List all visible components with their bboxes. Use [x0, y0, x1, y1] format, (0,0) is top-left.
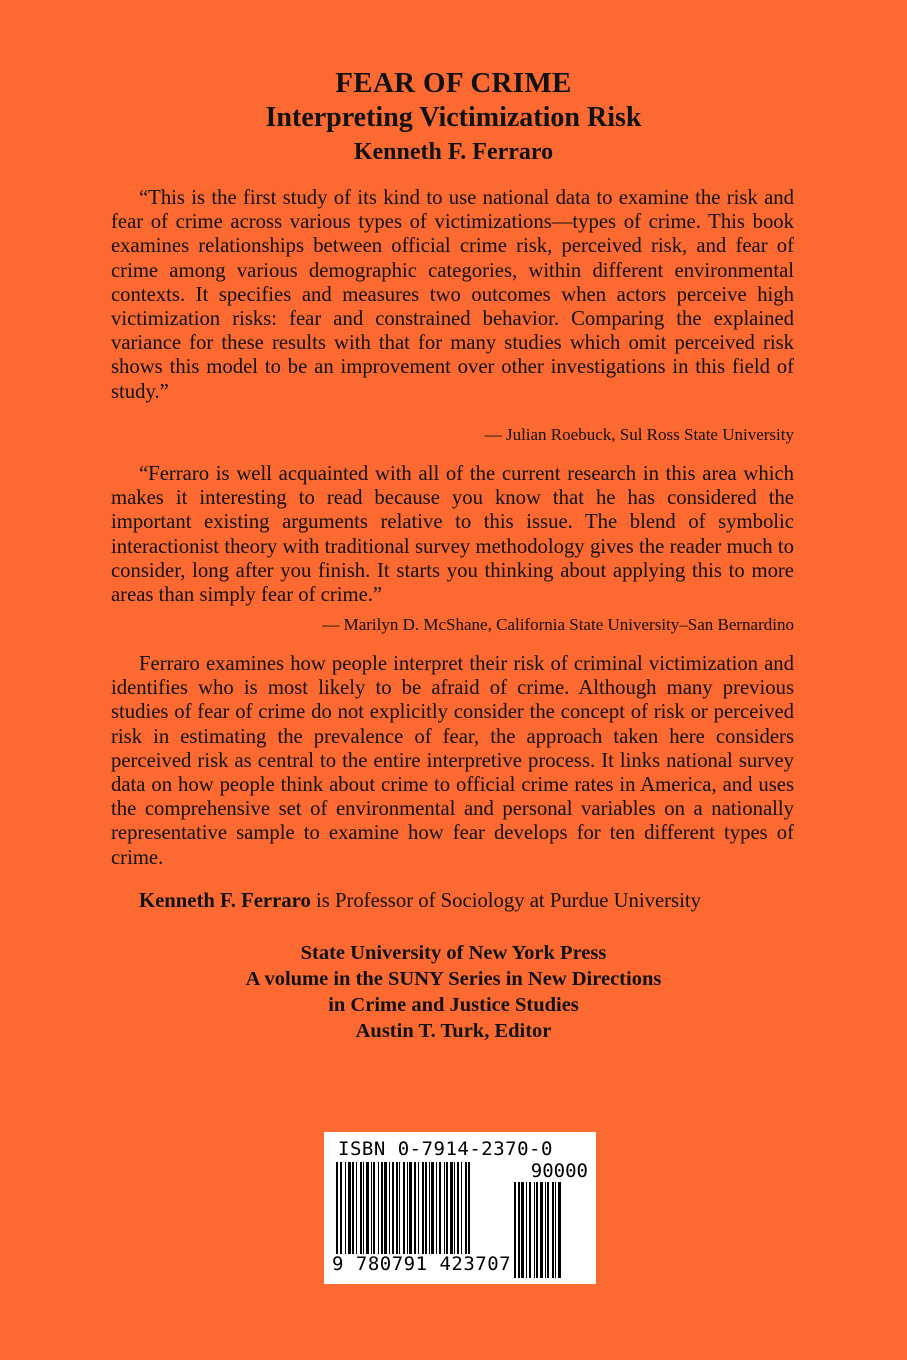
author-bio: [139, 888, 701, 914]
barcode-bar: [425, 1162, 427, 1254]
addon-barcode-bars: [514, 1182, 588, 1278]
book-author: Kenneth F. Ferraro: [353, 139, 554, 165]
review-attribution-2: — Marilyn D. McShane, California State University–San Bernardino: [322, 615, 794, 634]
publisher-line-4: Austin T. Turk, Editor: [355, 1020, 552, 1042]
barcode-bar: [431, 1162, 434, 1254]
barcode-bar: [444, 1162, 445, 1254]
barcode-bar: [392, 1162, 394, 1254]
barcode-bar: [518, 1182, 520, 1278]
barcode-bar: [371, 1162, 372, 1254]
barcode-bar: [526, 1182, 527, 1278]
title-block: [0, 66, 907, 168]
barcode-bar: [378, 1162, 379, 1254]
barcode-bar: [345, 1162, 346, 1254]
publisher-line-2: A volume in the SUNY Series in New Directions: [245, 968, 662, 990]
barcode-bar: [366, 1162, 369, 1254]
barcode-bar: [414, 1162, 416, 1254]
barcode-bar: [409, 1162, 412, 1254]
author-bio-text: is Professor of Sociology at Purdue University: [310, 890, 701, 912]
barcode-bar: [399, 1162, 400, 1254]
publisher-block: [0, 940, 907, 1044]
book-subtitle: Interpreting Victimization Risk: [265, 102, 642, 133]
barcode-bar: [336, 1162, 338, 1254]
barcode-bar: [457, 1162, 459, 1254]
barcode-bar: [529, 1182, 531, 1278]
barcode-bar: [454, 1162, 455, 1254]
barcode-bar: [547, 1182, 549, 1278]
author-bio-name: Kenneth F. Ferraro: [139, 890, 311, 912]
barcode-bar: [389, 1162, 390, 1254]
publisher-line-3: in Crime and Justice Studies: [328, 994, 579, 1016]
barcode-bar: [429, 1162, 430, 1254]
review-quote-1: “This is the first study of its kind to use national data to examine the risk and fear of crime across various types of victimizations—types of crime. This book examines relationships between official crime risk, perceived risk, and fear of crime among various demographic categories, within different environmental contexts. It specifies and measures two outcomes when actors perceive high victimization risks: fear and constrained behavior. Comparing the explained variance for these results with that for many studies which omit perceived risk shows this model to be an improvement over other investigations in this field of study.”: [111, 187, 794, 403]
barcode-bar: [446, 1162, 448, 1254]
barcode-bar: [461, 1162, 462, 1254]
barcode-bar: [555, 1182, 556, 1278]
barcode-bar: [418, 1162, 419, 1254]
isbn-label: ISBN 0-7914-2370-0: [338, 1138, 553, 1160]
barcode-bar: [340, 1162, 342, 1254]
ean-number: 9 780791 423707: [332, 1253, 512, 1275]
barcode-box: [324, 1132, 596, 1284]
ean-barcode-bars: [336, 1162, 506, 1254]
barcode-bar: [465, 1162, 467, 1254]
barcode-bar: [558, 1182, 561, 1278]
barcode-bar: [363, 1162, 364, 1254]
barcode-bar: [352, 1162, 354, 1254]
price-code: 90000: [530, 1160, 588, 1182]
barcode-bar: [348, 1162, 351, 1254]
book-title: FEAR OF CRIME: [335, 67, 572, 99]
barcode-bar: [534, 1182, 535, 1278]
review-quote-2: “Ferraro is well acquainted with all of the current research in this area which makes it interesting to read because you know that he has considered the important existing arguments relative to this issue. The blend of symbolic interactionist theory with traditional survey methodology gives the reader much to consider, long after you finish. It starts you thinking about applying this to more areas than simply fear of crime.”: [111, 463, 794, 607]
book-description: Ferraro examines how people interpret their risk of criminal victimization and identifies who is most likely to be afraid of crime. Although many previous studies of fear of crime do not explicitly consider the concept of risk or perceived risk in estimating the prevalence of fear, the approach taken here considers perceived risk as central to the entire interpretive process. It links national survey data on how people think about crime to official crime rates in America, and uses the comprehensive set of environmental and personal variables on a nationally representative sample to examine how fear develops for ten different types of crime.: [111, 653, 794, 869]
barcode-bar: [536, 1182, 538, 1278]
barcode-bar: [381, 1162, 383, 1254]
barcode-bar: [373, 1162, 375, 1254]
barcode-bar: [450, 1162, 453, 1254]
barcode-bar: [356, 1162, 357, 1254]
barcode-bar: [436, 1162, 437, 1254]
barcode-bar: [545, 1182, 546, 1278]
barcode-bar: [540, 1182, 543, 1278]
barcode-bar: [360, 1162, 362, 1254]
barcode-bar: [552, 1182, 554, 1278]
publisher-line-1: State University of New York Press: [300, 942, 607, 964]
barcode-bar: [439, 1162, 441, 1254]
barcode-bar: [403, 1162, 405, 1254]
barcode-bar: [514, 1182, 516, 1278]
barcode-bar: [468, 1162, 470, 1254]
barcode-bar: [521, 1182, 524, 1278]
review-attribution-1: — Julian Roebuck, Sul Ross State University: [484, 425, 794, 444]
barcode-bar: [407, 1162, 408, 1254]
barcode-bar: [384, 1162, 387, 1254]
barcode-bar: [422, 1162, 424, 1254]
barcode-bar: [396, 1162, 398, 1254]
